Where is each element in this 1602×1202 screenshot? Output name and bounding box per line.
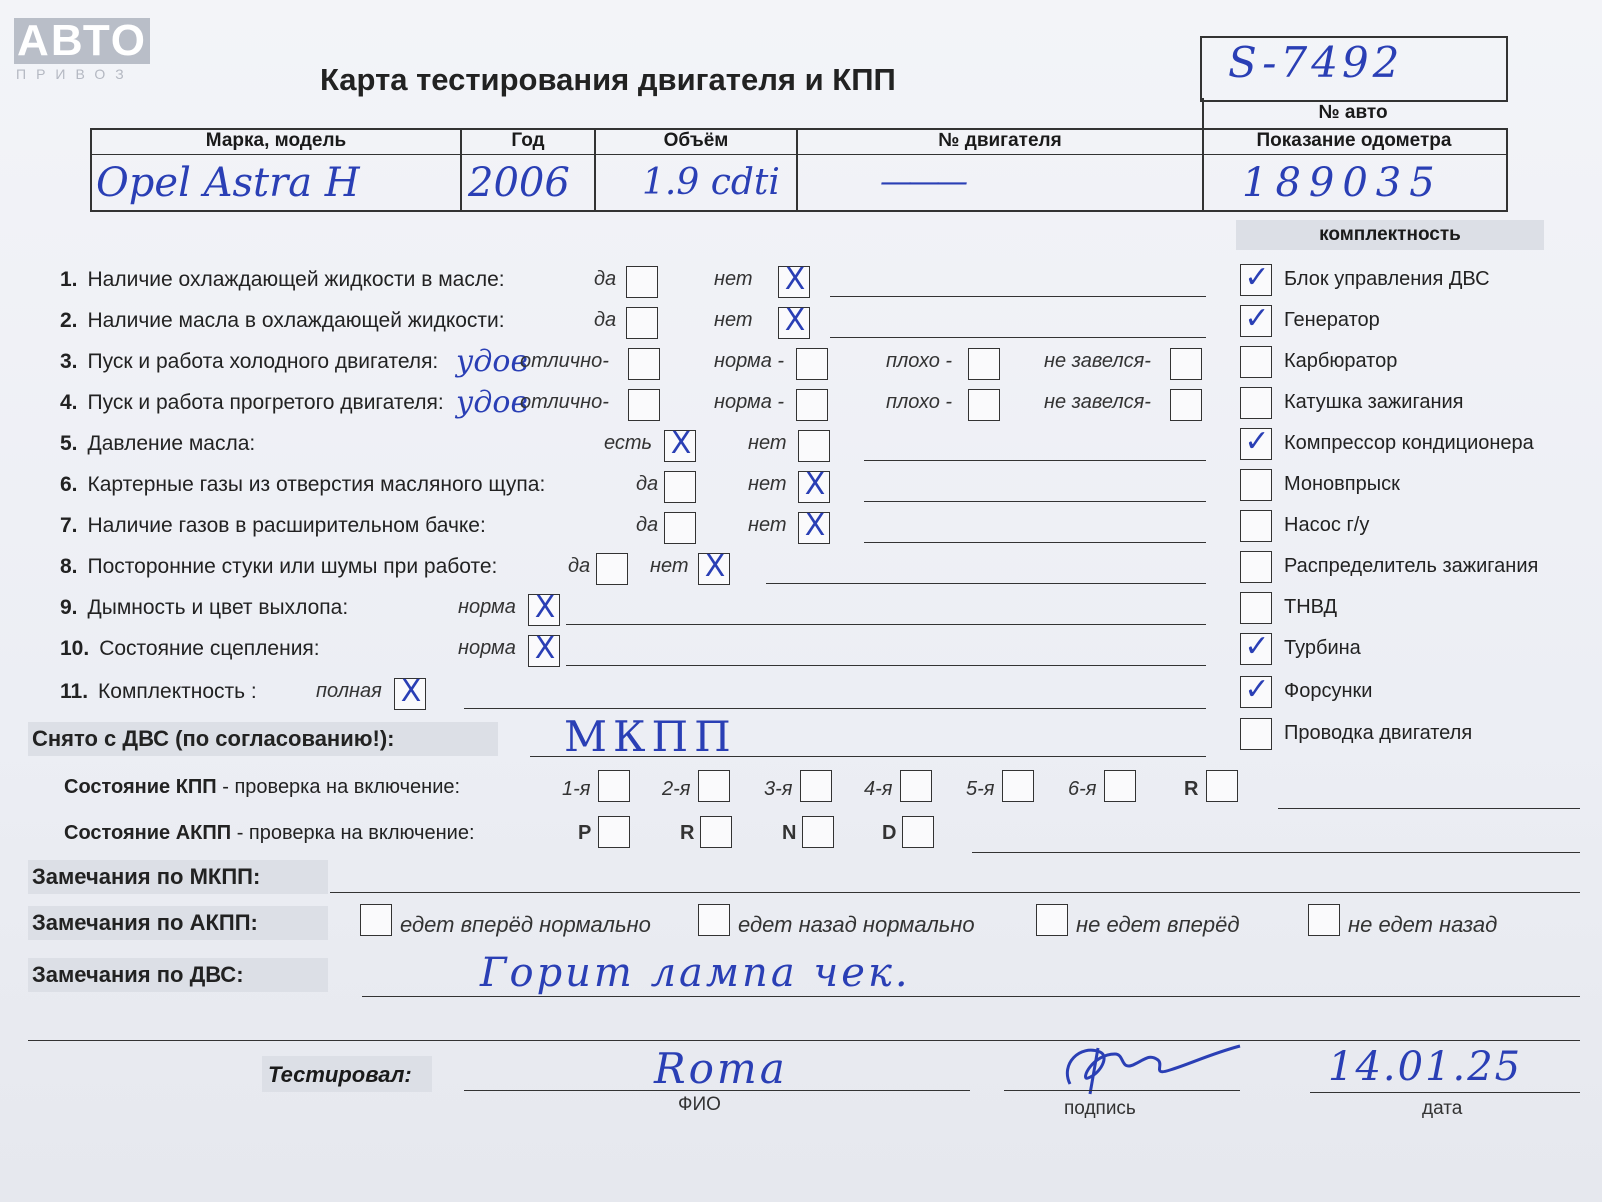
checkbox-mark [699, 768, 731, 800]
completeness-item-label: Генератор [1284, 309, 1380, 331]
checkbox-2-a[interactable] [626, 307, 658, 339]
checkbox-mark [1241, 590, 1273, 622]
question-number: 5. [60, 432, 78, 455]
signature-image [1040, 1024, 1250, 1104]
akpp-remark-checkbox-1[interactable] [360, 904, 392, 936]
kpp-gear-checkbox-3[interactable] [800, 770, 832, 802]
akpp-remark-label: едет назад нормально [738, 912, 975, 937]
akpp-gear-label: D [882, 822, 897, 844]
question-5 [60, 432, 255, 456]
remarks-dvs-line [362, 996, 1580, 997]
option-label: нет [650, 555, 689, 577]
question-number: 9. [60, 596, 78, 619]
checkbox-4-normal[interactable] [796, 389, 828, 421]
completeness-item-label: Турбина [1284, 637, 1361, 659]
question-text: Посторонние стуки или шумы при работе: [87, 555, 498, 578]
checkbox-3-no_start[interactable] [1170, 348, 1202, 380]
completeness-item-label: Блок управления ДВС [1284, 268, 1490, 290]
auto-number-label: № авто [1318, 102, 1388, 123]
remarks-mkpp-line [330, 892, 1580, 893]
checkbox-mark: ✓ [1244, 672, 1270, 707]
akpp-gear-checkbox-2[interactable] [700, 816, 732, 848]
checkbox-mark [969, 346, 1001, 378]
checkbox-mark [797, 346, 829, 378]
akpp-remark-label: не едет вперёд [1076, 912, 1240, 937]
checkbox-mark [1207, 768, 1239, 800]
header-odometer: Показание одометра [1256, 130, 1452, 151]
value-year: 2006 [468, 160, 570, 206]
question-number: 11. [60, 680, 89, 703]
question-text: Дымность и цвет выхлопа: [87, 596, 349, 619]
question-text: Наличие охлаждающей жидкости в масле: [87, 268, 505, 291]
completeness-checkbox-8[interactable] [1240, 551, 1272, 583]
logo: АВТО [14, 18, 150, 64]
removed-line [530, 756, 1206, 757]
question-number: 7. [60, 514, 78, 537]
question-4 [60, 391, 444, 415]
option-label: норма [458, 637, 516, 659]
date-caption: дата [1422, 1098, 1463, 1119]
checkbox-mark [803, 814, 835, 846]
start-option-label: норма - [714, 350, 785, 372]
remarks-akpp-label: Замечания по АКПП: [32, 910, 258, 935]
question-8 [60, 555, 497, 579]
checkbox-mark [1309, 902, 1341, 934]
checkbox-3-excellent[interactable] [628, 348, 660, 380]
checkbox-mark [599, 814, 631, 846]
question-text: Наличие газов в расширительном бачке: [87, 514, 486, 537]
checkbox-5-a[interactable] [664, 426, 696, 462]
option-label: да [594, 309, 617, 331]
checkbox-mark: ✓ [1244, 301, 1270, 336]
question-text: Наличие масла в охлаждающей жидкости: [87, 309, 505, 332]
checkbox-mark [1241, 385, 1273, 417]
checkbox-mark: ✓ [1244, 424, 1270, 459]
start-option-label: не завелся- [1044, 391, 1151, 413]
checkbox-6-a[interactable] [664, 471, 696, 503]
akpp-gear-checkbox-4[interactable] [902, 816, 934, 848]
kpp-gear-checkbox-2[interactable] [698, 770, 730, 802]
answer-line [566, 624, 1206, 625]
option-label: нет [748, 514, 787, 536]
header-year: Год [511, 130, 545, 151]
checkbox-mark: X [400, 674, 422, 709]
completeness-item-label: Распределитель зажигания [1284, 555, 1539, 577]
question-3 [60, 350, 438, 374]
start-option-label: отлично- [520, 350, 609, 372]
kpp-gear-label: 4-я [864, 778, 893, 800]
checkbox-mark [665, 469, 697, 501]
question-text: Пуск и работа холодного двигателя: [87, 350, 439, 373]
auto-number-value: S-7492 [1228, 38, 1404, 87]
checkbox-3-normal[interactable] [796, 348, 828, 380]
start-option-label: не завелся- [1044, 350, 1151, 372]
start-option-label: плохо - [886, 350, 953, 372]
header-make-model: Марка, модель [205, 130, 347, 151]
remarks-extra-line [28, 1040, 1580, 1041]
checkbox-mark [797, 387, 829, 419]
tested-label: Тестировал: [268, 1062, 412, 1087]
answer-line [830, 337, 1206, 338]
signature-line [1004, 1090, 1240, 1091]
kpp-line [1278, 808, 1580, 809]
question-7 [60, 514, 486, 538]
completeness-checkbox-10[interactable] [1240, 629, 1272, 665]
akpp-gear-label: P [578, 822, 592, 844]
akpp-line [972, 852, 1580, 853]
checkbox-mark [903, 814, 935, 846]
question-number: 1. [60, 268, 78, 291]
question-1 [60, 268, 505, 292]
handwritten-note: удов [456, 344, 528, 379]
start-option-label: отлично- [520, 391, 609, 413]
checkbox-mark [629, 387, 661, 419]
removed-value: МКПП [564, 712, 737, 761]
option-label: норма [458, 596, 516, 618]
completeness-item-label: Катушка зажигания [1284, 391, 1464, 413]
checkbox-4-excellent[interactable] [628, 389, 660, 421]
checkbox-mark [1241, 467, 1273, 499]
kpp-gear-label: 1-я [562, 778, 591, 800]
kpp-gear-checkbox-5[interactable] [1002, 770, 1034, 802]
question-text: Комплектность : [98, 680, 257, 703]
checkbox-mark [799, 428, 831, 460]
akpp-gear-checkbox-3[interactable] [802, 816, 834, 848]
checkbox-mark [1241, 508, 1273, 540]
checkbox-mark [699, 902, 731, 934]
checkbox-mark: X [704, 549, 726, 584]
checkbox-1-b[interactable] [778, 262, 810, 298]
checkbox-mark [627, 264, 659, 296]
checkbox-mark: X [804, 508, 826, 543]
remarks-dvs-label: Замечания по ДВС: [32, 962, 244, 987]
page-title: Карта тестирования двигателя и КПП [320, 62, 896, 97]
removed-label: Снято с ДВС (по согласованию!): [32, 726, 395, 751]
option-label: да [636, 473, 659, 495]
tester-name: Roma [654, 1044, 788, 1093]
kpp-gear-checkbox-6[interactable] [1104, 770, 1136, 802]
checkbox-7-a[interactable] [664, 512, 696, 544]
akpp-remark-checkbox-2[interactable] [698, 904, 730, 936]
value-engine-no: ——— [880, 162, 964, 200]
checkbox-mark [701, 814, 733, 846]
remarks-dvs-value: Горит лампа чек. [480, 950, 911, 996]
kpp-gear-checkbox-1[interactable] [598, 770, 630, 802]
completeness-item-label: Компрессор кондиционера [1284, 432, 1534, 454]
handwritten-note: удов [456, 385, 528, 420]
checkbox-mark [599, 768, 631, 800]
option-label: да [568, 555, 591, 577]
value-make-model: Opel Astra H [96, 160, 360, 206]
checkbox-mark: X [534, 590, 556, 625]
date-value: 14.01.25 [1328, 1044, 1523, 1090]
completeness-item-label: Насос г/у [1284, 514, 1370, 536]
completeness-checkbox-3[interactable] [1240, 346, 1272, 378]
completeness-checkbox-4[interactable] [1240, 387, 1272, 419]
checkbox-mark [665, 510, 697, 542]
checkbox-mark [1171, 346, 1203, 378]
question-6 [60, 473, 545, 497]
answer-line [864, 460, 1206, 461]
checkbox-6-b[interactable] [798, 467, 830, 503]
kpp-gear-label: 2-я [662, 778, 691, 800]
start-option-label: плохо - [886, 391, 953, 413]
checkbox-11-a[interactable] [394, 674, 426, 710]
fio-line [464, 1090, 970, 1091]
answer-line [566, 665, 1206, 666]
akpp-remark-checkbox-4[interactable] [1308, 904, 1340, 936]
signature-caption: подпись [1064, 1098, 1136, 1119]
table-header-divider [90, 154, 1506, 155]
question-10 [60, 637, 320, 661]
answer-line [864, 542, 1206, 543]
question-text: Картерные газы из отверстия масляного щупа: [87, 473, 546, 496]
akpp-gear-label: R [680, 822, 695, 844]
completeness-checkbox-6[interactable] [1240, 469, 1272, 501]
completeness-item-label: ТНВД [1284, 596, 1338, 618]
checkbox-5-b[interactable] [798, 430, 830, 462]
checkbox-mark [627, 305, 659, 337]
checkbox-mark [1003, 768, 1035, 800]
answer-line [864, 501, 1206, 502]
option-label: нет [748, 432, 787, 454]
completeness-item-label: Карбюратор [1284, 350, 1398, 372]
question-9 [60, 596, 348, 620]
completeness-item-label: Форсунки [1284, 680, 1373, 702]
checkbox-10-a[interactable] [528, 631, 560, 667]
col-divider [1202, 98, 1204, 210]
checkbox-4-no_start[interactable] [1170, 389, 1202, 421]
checkbox-4-bad[interactable] [968, 389, 1000, 421]
value-volume: 1.9 cdti [642, 162, 780, 203]
completeness-item-label: Моновпрыск [1284, 473, 1400, 495]
kpp-gear-checkbox-4[interactable] [900, 770, 932, 802]
checkbox-mark [629, 346, 661, 378]
checkbox-mark [1241, 344, 1273, 376]
akpp-gear-label: N [782, 822, 797, 844]
logo-subtitle: ПРИВОЗ [16, 66, 134, 82]
checkbox-mark [597, 551, 629, 583]
question-number: 10. [60, 637, 90, 660]
date-line [1310, 1092, 1580, 1093]
fio-caption: ФИО [678, 1094, 721, 1115]
answer-line [830, 296, 1206, 297]
checkbox-mark [901, 768, 933, 800]
completeness-title: комплектность [1319, 224, 1461, 245]
completeness-checkbox-2[interactable] [1240, 301, 1272, 337]
checkbox-mark [1171, 387, 1203, 419]
remarks-mkpp-label: Замечания по МКПП: [32, 864, 261, 889]
start-option-label: норма - [714, 391, 785, 413]
checkbox-7-b[interactable] [798, 508, 830, 544]
option-label: нет [714, 268, 753, 290]
checkbox-8-a[interactable] [596, 553, 628, 585]
checkbox-mark [361, 902, 393, 934]
akpp-gear-checkbox-1[interactable] [598, 816, 630, 848]
checkbox-mark: X [534, 631, 556, 666]
answer-line [464, 708, 1206, 709]
checkbox-mark: X [804, 467, 826, 502]
kpp-gear-label: 3-я [764, 778, 793, 800]
checkbox-mark [1105, 768, 1137, 800]
checkbox-8-b[interactable] [698, 549, 730, 585]
checkbox-1-a[interactable] [626, 266, 658, 298]
question-number: 3. [60, 350, 78, 373]
checkbox-mark [1241, 716, 1273, 748]
checkbox-mark [801, 768, 833, 800]
checkbox-mark [969, 387, 1001, 419]
checkbox-mark: X [670, 426, 692, 461]
header-volume: Объём [663, 130, 729, 151]
completeness-checkbox-9[interactable] [1240, 592, 1272, 624]
question-2 [60, 309, 505, 333]
value-odometer: 189035 [1242, 160, 1443, 206]
option-label: да [594, 268, 617, 290]
option-label: нет [748, 473, 787, 495]
checkbox-9-a[interactable] [528, 590, 560, 626]
kpp-gear-checkbox-7[interactable] [1206, 770, 1238, 802]
kpp-gear-label: 5-я [966, 778, 995, 800]
completeness-checkbox-11[interactable] [1240, 672, 1272, 708]
question-number: 6. [60, 473, 78, 496]
completeness-checkbox-1[interactable] [1240, 260, 1272, 296]
question-11 [60, 680, 257, 704]
option-label: нет [714, 309, 753, 331]
option-label: полная [316, 680, 382, 702]
answer-line [766, 583, 1206, 584]
completeness-checkbox-12[interactable] [1240, 718, 1272, 750]
question-number: 4. [60, 391, 78, 414]
completeness-checkbox-5[interactable] [1240, 424, 1272, 460]
question-number: 2. [60, 309, 78, 332]
question-text: Состояние сцепления: [99, 637, 320, 660]
checkbox-2-b[interactable] [778, 303, 810, 339]
kpp-label: Состояние КПП - проверка на включение: [64, 776, 461, 798]
checkbox-3-bad[interactable] [968, 348, 1000, 380]
option-label: да [636, 514, 659, 536]
kpp-gear-label: 6-я [1068, 778, 1097, 800]
akpp-remark-label: едет вперёд нормально [400, 912, 651, 937]
checkbox-mark [1037, 902, 1069, 934]
akpp-remark-checkbox-3[interactable] [1036, 904, 1068, 936]
option-label: есть [604, 432, 653, 454]
checkbox-mark: ✓ [1244, 629, 1270, 664]
checkbox-mark: ✓ [1244, 260, 1270, 295]
checkbox-mark: X [784, 303, 806, 338]
question-text: Пуск и работа прогретого двигателя: [87, 391, 444, 414]
completeness-item-label: Проводка двигателя [1284, 722, 1473, 744]
checkbox-mark: X [784, 262, 806, 297]
question-text: Давление масла: [87, 432, 256, 455]
completeness-checkbox-7[interactable] [1240, 510, 1272, 542]
kpp-gear-label: R [1184, 778, 1199, 800]
akpp-remark-label: не едет назад [1348, 912, 1498, 937]
question-number: 8. [60, 555, 78, 578]
checkbox-mark [1241, 549, 1273, 581]
akpp-label: Состояние АКПП - проверка на включение: [64, 822, 475, 844]
header-engine-no: № двигателя [938, 130, 1062, 151]
